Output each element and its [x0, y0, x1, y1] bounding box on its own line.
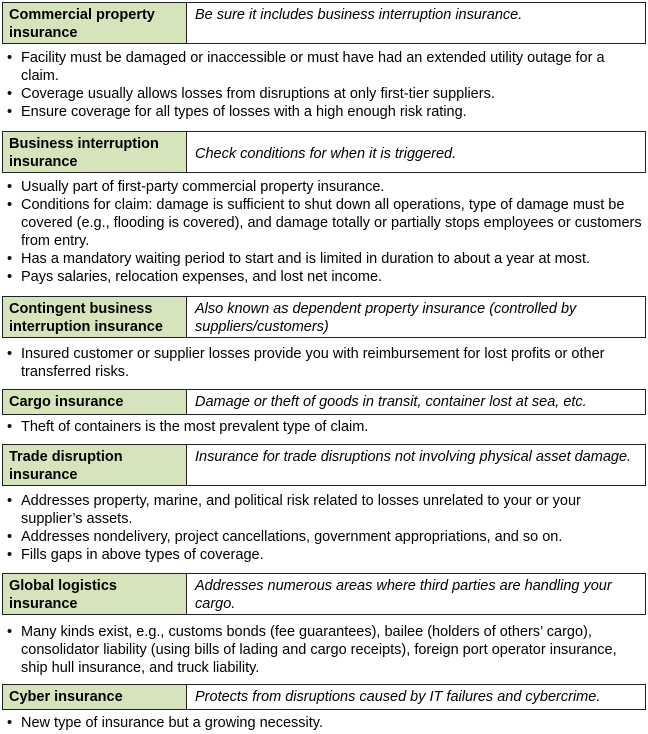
section-title: Global logistics insurance [3, 574, 187, 614]
section-description: Be sure it includes business interruption insurance. [195, 7, 523, 23]
section-title: Contingent business interruption insurance [3, 297, 187, 337]
section-title: Commercial property insurance [3, 3, 187, 43]
bullet-list [6, 714, 644, 732]
section-header-business-interruption [2, 131, 646, 173]
section-description: Addresses numerous areas where third parties are handling your cargo. [195, 578, 612, 612]
list-item: • Facility must be damaged or inaccessible or must have had an extended utility outage for a claim. [6, 49, 644, 85]
list-item: • Addresses property, marine, and political risk related to losses unrelated to your or your supplier’s assets. [6, 492, 644, 528]
list-item: • Coverage usually allows losses from disruptions at only first-tier suppliers. [6, 85, 644, 103]
list-item: • Ensure coverage for all types of losses with a high enough risk rating. [6, 103, 644, 121]
section-title: Trade disruption insurance [3, 445, 187, 485]
bullet-list [6, 345, 644, 381]
section-description: Also known as dependent property insurance (controlled by suppliers/customers) [195, 301, 577, 335]
list-item: • Addresses nondelivery, project cancellations, government appropriations, and so on. [6, 528, 644, 546]
section-header-trade-disruption [2, 444, 646, 486]
list-item: • New type of insurance but a growing necessity. [6, 714, 644, 732]
list-item: • Has a mandatory waiting period to start and is limited in duration to about a year at most. [6, 250, 644, 268]
list-item: • Usually part of first-party commercial property insurance. [6, 178, 644, 196]
list-item: • Many kinds exist, e.g., customs bonds (fee guarantees), bailee (holders of others’ cargo), consolidator liability (using bills of lading and cargo receipts), foreign port operator insurance, ship hull insurance, and truck liability. [6, 623, 644, 677]
section-title: Cargo insurance [3, 390, 187, 414]
section-description: Check conditions for when it is triggered. [195, 146, 457, 162]
bullet-list [6, 178, 644, 286]
section-description: Insurance for trade disruptions not involving physical asset damage. [195, 449, 632, 465]
bullet-list [6, 49, 644, 121]
bullet-list [6, 492, 644, 564]
section-header-contingent-business-interruption [2, 296, 646, 338]
list-item: • Theft of containers is the most prevalent type of claim. [6, 418, 644, 436]
section-title: Business interruption insurance [3, 132, 187, 172]
section-title: Cyber insurance [3, 685, 187, 709]
section-header-cyber [2, 684, 646, 710]
list-item: • Pays salaries, relocation expenses, and lost net income. [6, 268, 644, 286]
list-item: • Insured customer or supplier losses provide you with reimbursement for lost profits or other transferred risks. [6, 345, 644, 381]
section-header-global-logistics [2, 573, 646, 615]
bullet-list [6, 418, 644, 436]
section-description: Damage or theft of goods in transit, container lost at sea, etc. [195, 394, 587, 410]
bullet-list [6, 623, 644, 677]
list-item: • Fills gaps in above types of coverage. [6, 546, 644, 564]
section-header-cargo [2, 389, 646, 415]
list-item: • Conditions for claim: damage is sufficient to shut down all operations, type of damage must be covered (e.g., flooding is covered), and damage totally or partially stops employees or customers from entry. [6, 196, 644, 250]
section-description: Protects from disruptions caused by IT failures and cybercrime. [195, 689, 601, 705]
section-header-commercial-property [2, 2, 646, 44]
